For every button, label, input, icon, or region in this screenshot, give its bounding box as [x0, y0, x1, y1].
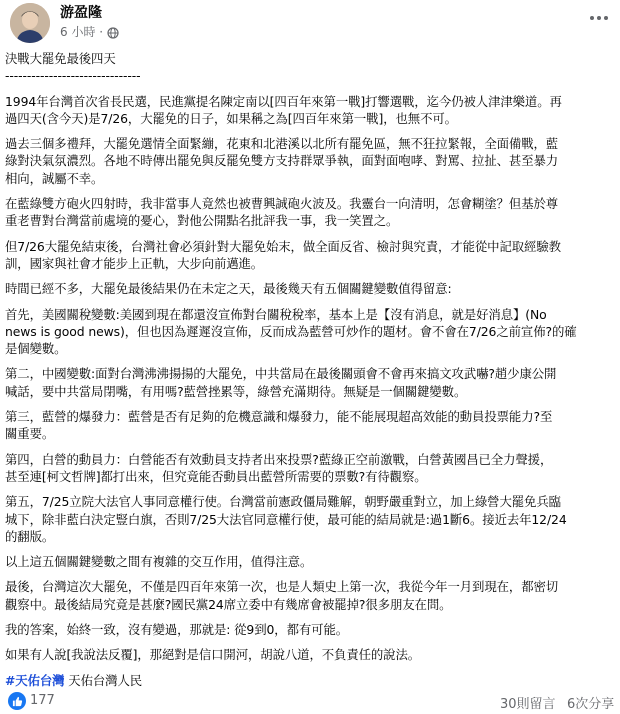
post-paragraph: [5, 493, 613, 545]
paragraph-line: 在藍綠雙方砲火四射時，我非當事人竟然也被曹興誠砲火波及。我靈台一向清明，怎會糊塗？但基於尊: [5, 196, 559, 212]
post-paragraph: [5, 578, 613, 613]
more-options-icon[interactable]: [586, 8, 612, 28]
post-body: [5, 50, 613, 689]
comments-count[interactable]: 30則留言: [500, 697, 556, 712]
post-title: 決戰大罷免最後四天: [5, 51, 116, 66]
paragraph-line: 但7/26大罷免結束後，台灣社會必須針對大罷免始末，做全面反省、檢討與究責，才能從中記取經驗教: [5, 238, 561, 254]
post-title-para: [5, 50, 613, 67]
separator: -------------------------------: [5, 68, 141, 84]
paragraph-line: 1994年台灣首次省長民選，民進黨提名陳定南以[四百年來第一戰]打響選戰，迄今仍被人津津樂道。再: [5, 93, 562, 109]
post-paragraph: [5, 280, 613, 297]
paragraph-line: 喊話，要中共當局閉嘴，有用嗎?藍營挫累等，綠營充滿期待。無疑是一個關鍵變數。: [5, 383, 467, 399]
post-paragraph: [5, 306, 613, 358]
globe-icon: [107, 27, 119, 39]
paragraph-line: 以上這五個關鍵變數之間有複雜的交互作用，值得注意。: [5, 554, 313, 570]
paragraph-line: 第二，中國變數:面對台灣沸沸揚揚的大罷免，中共當局在最後關頭會不會再來搞文攻武嚇?趙少康公開: [5, 366, 557, 382]
paragraph-line: 是個變數。: [5, 341, 67, 357]
author-name[interactable]: 游盈隆: [60, 5, 102, 21]
paragraph-line: 觀察中。最後結局究竟是甚麼?國民黨24席立委中有幾席會被罷掉?很多朋友在問。: [5, 596, 452, 612]
paragraphs: [5, 93, 613, 664]
post-paragraph: [5, 238, 613, 273]
post-paragraph: [5, 646, 613, 663]
paragraph-line: 如果有人說[我說法反覆]，那絕對是信口開河，胡說八道，不負責任的說法。: [5, 647, 421, 663]
paragraph-line: 綠對決氣氛濃烈。各地不時傳出罷免與反罷免雙方支持群眾爭執，面對面咆哮、對罵、拉扯、甚至暴力: [5, 153, 559, 169]
post-paragraph: [5, 365, 613, 400]
paragraph-line: 第三，藍營的爆發力：藍營是否有足夠的危機意識和爆發力，能不能展現超高效能的動員投票能力?至: [5, 409, 553, 425]
thumbs-up-icon[interactable]: [8, 692, 26, 710]
separator-para: [5, 67, 613, 84]
shares-count[interactable]: 6次分享: [567, 697, 615, 712]
paragraph-line: 過去三個多禮拜，大罷免選情全面緊繃，花東和北港溪以北所有罷免區，無不狂拉緊報，全面備戰，藍: [5, 136, 559, 152]
paragraph-line: 過四天(含今天)是7/26，大罷免的日子，如果稱之為[四百年來第一戰]，也無不可。: [5, 110, 457, 126]
paragraph-line: 首先，美國關稅變數:美國到現在都還沒宣佈對台關稅稅率，基本上是【沒有消息，就是好消息】(No: [5, 306, 547, 322]
paragraph-line: 第四，白營的動員力：白營能否有效動員支持者出來投票?藍綠正空前激戰，白營黃國昌已全力聲援，: [5, 451, 553, 467]
post-paragraph: [5, 621, 613, 638]
post-time[interactable]: 6 小時 ·: [60, 25, 104, 39]
hashtag-suffix: 天佑台灣人民: [64, 672, 143, 688]
paragraph-line: 訓，國家與社會才能步上正軌，大步向前邁進。: [5, 255, 264, 271]
paragraph-line: 重老曹對台灣當前處境的憂心，對他公開點名批評我一事，我一笑置之。: [5, 213, 399, 229]
post-paragraph: [5, 408, 613, 443]
paragraph-line: 城下，除非藍白決定豎白旗，否則7/25大法官同意權行使，最可能的結局就是:過1斷6。接近去年12/24: [5, 511, 567, 527]
post-paragraph: [5, 135, 613, 187]
paragraph-line: 第五，7/25立院大法官人事同意權行使。台灣當前憲政僵局難解，朝野嚴重對立，加上綠營大罷免兵臨: [5, 494, 561, 510]
paragraph-line: 我的答案，始終一致，沒有變過，那就是: 從9到0，都有可能。: [5, 622, 349, 638]
paragraph-line: 關重要。: [5, 426, 55, 442]
post-footer: [0, 690, 620, 714]
hashtag-link[interactable]: #天佑台灣: [5, 672, 65, 688]
post-paragraph: [5, 93, 613, 128]
post-paragraph: [5, 195, 613, 230]
reactions-count[interactable]: 177: [30, 693, 55, 708]
post-paragraph: [5, 553, 613, 570]
paragraph-line: 最後，台灣這次大罷免，不僅是四百年來第一次，也是人類史上第一次，我從今年一月到現在，都密切: [5, 579, 559, 595]
paragraph-line: 時間已經不多，大罷免最後結果仍在未定之天，最後幾天有五個關鍵變數值得留意:: [5, 281, 452, 297]
paragraph-line: 相向，誠屬不幸。: [5, 170, 104, 186]
post-paragraph: [5, 451, 613, 486]
paragraph-line: 的翻版。: [5, 528, 55, 544]
hashtag-row: [5, 672, 613, 689]
paragraph-line: 甚至連[柯文哲牌]都打出來，但究竟能否動員出藍營所需要的票數?有待觀察。: [5, 468, 427, 484]
post-meta: [60, 25, 119, 40]
paragraph-line: news is good news)，但也因為遲遲沒宣佈，反而成為藍營可炒作的題材。會不會在7/26之前宣佈?的確: [5, 323, 577, 339]
avatar[interactable]: [10, 3, 50, 43]
post-header: [0, 0, 620, 44]
